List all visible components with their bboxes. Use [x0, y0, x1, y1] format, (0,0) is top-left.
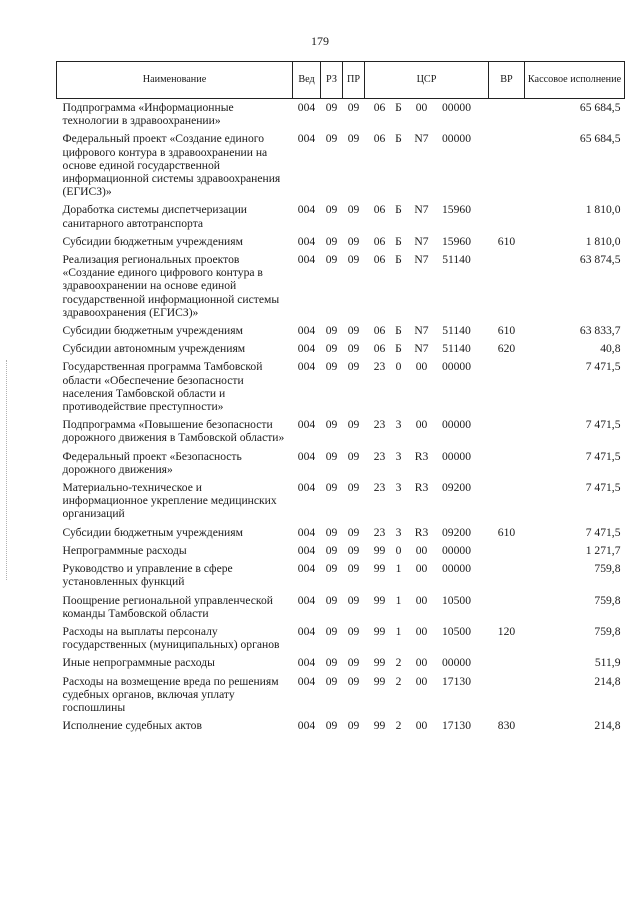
csr-subprogram: 1	[395, 624, 402, 638]
csr-event: R3	[414, 525, 429, 539]
row-amount: 1 271,7	[585, 543, 621, 557]
csr-direction: 10500	[442, 624, 471, 638]
row-vr	[489, 654, 525, 672]
scan-margin-mark	[6, 360, 9, 580]
row-name: Исполнение судебных актов	[62, 719, 202, 733]
row-vr	[489, 358, 525, 416]
row-ved: 004	[297, 234, 316, 248]
csr-event: N7	[414, 203, 429, 217]
csr-program: 99	[373, 674, 386, 688]
row-csr	[365, 623, 489, 654]
row-amount: 214,8	[594, 719, 621, 733]
row-csr	[365, 416, 489, 447]
row-pr: 09	[347, 593, 360, 607]
csr-subprogram: Б	[395, 324, 402, 338]
csr-subprogram: 2	[395, 719, 402, 733]
row-ved: 004	[297, 719, 316, 733]
table-row	[57, 130, 625, 201]
csr-program: 99	[373, 562, 386, 576]
csr-event: 00	[415, 719, 428, 733]
row-name: Руководство и управление в сфере установленных функций	[62, 562, 233, 589]
row-pr: 09	[347, 203, 360, 217]
row-pr: 09	[347, 543, 360, 557]
row-rz: 09	[325, 342, 338, 356]
row-rz: 09	[325, 593, 338, 607]
csr-subprogram: Б	[395, 253, 402, 267]
header-csr: ЦСР	[365, 62, 489, 99]
csr-program: 99	[373, 593, 386, 607]
csr-subprogram: Б	[395, 132, 402, 146]
row-pr: 09	[347, 132, 360, 146]
row-pr: 09	[347, 101, 360, 114]
csr-event: N7	[414, 253, 429, 267]
table-row	[57, 623, 625, 654]
row-name: Государственная программа Тамбовской области «Обеспечение безопасности населения Тамбовской области и противодействие преступности»	[62, 360, 263, 414]
row-ved: 004	[297, 203, 316, 217]
csr-program: 06	[373, 132, 386, 146]
csr-subprogram: 2	[395, 674, 402, 688]
row-rz: 09	[325, 101, 338, 114]
row-name: Подпрограмма «Повышение безопасности дорожного движения в Тамбовской области»	[62, 418, 285, 445]
csr-subprogram: 2	[395, 656, 402, 670]
row-amount: 1 810,0	[585, 203, 621, 217]
row-vr: 610	[497, 324, 516, 338]
row-vr	[489, 560, 525, 591]
csr-event: 00	[415, 624, 428, 638]
row-csr	[365, 251, 489, 322]
row-amount: 7 471,5	[585, 525, 621, 539]
row-name: Федеральный проект «Безопасность дорожного движения»	[62, 449, 242, 476]
row-amount: 63 874,5	[579, 253, 621, 267]
row-amount: 759,8	[594, 624, 621, 638]
header-rz: РЗ	[321, 62, 343, 99]
row-pr: 09	[347, 624, 360, 638]
row-ved: 004	[297, 674, 316, 688]
csr-event: 00	[415, 674, 428, 688]
csr-program: 06	[373, 101, 386, 114]
table-row	[57, 233, 625, 251]
csr-subprogram: Б	[395, 234, 402, 248]
row-amount: 7 471,5	[585, 360, 621, 374]
table-header-row	[57, 62, 625, 99]
row-ved: 004	[297, 562, 316, 576]
row-rz: 09	[325, 481, 338, 495]
csr-program: 99	[373, 656, 386, 670]
row-rz: 09	[325, 418, 338, 432]
csr-direction: 00000	[442, 562, 471, 576]
row-vr	[489, 592, 525, 623]
csr-direction: 15960	[442, 203, 471, 217]
csr-event: 00	[415, 101, 428, 114]
csr-program: 06	[373, 324, 386, 338]
row-pr: 09	[347, 719, 360, 733]
table-row	[57, 340, 625, 358]
csr-direction: 00000	[442, 360, 471, 374]
csr-direction: 10500	[442, 593, 471, 607]
csr-event: N7	[414, 324, 429, 338]
row-amount: 214,8	[594, 674, 621, 688]
row-ved: 004	[297, 543, 316, 557]
row-pr: 09	[347, 253, 360, 267]
table-row	[57, 201, 625, 232]
csr-event: N7	[414, 342, 429, 356]
row-vr: 620	[497, 342, 516, 356]
csr-program: 06	[373, 342, 386, 356]
header-pr: ПР	[343, 62, 365, 99]
row-csr	[365, 717, 489, 735]
csr-subprogram: Б	[395, 203, 402, 217]
table-row	[57, 717, 625, 735]
table-row	[57, 448, 625, 479]
csr-subprogram: 0	[395, 360, 402, 374]
csr-direction: 51140	[442, 253, 471, 267]
row-amount: 511,9	[594, 656, 621, 670]
csr-program: 23	[373, 360, 386, 374]
row-vr	[489, 416, 525, 447]
row-rz: 09	[325, 449, 338, 463]
row-vr: 610	[497, 234, 516, 248]
row-csr	[365, 592, 489, 623]
csr-program: 06	[373, 234, 386, 248]
row-amount: 759,8	[594, 593, 621, 607]
row-pr: 09	[347, 562, 360, 576]
row-pr: 09	[347, 449, 360, 463]
row-pr: 09	[347, 481, 360, 495]
csr-subprogram: 3	[395, 525, 402, 539]
row-csr	[365, 99, 489, 131]
header-ved: Вед	[293, 62, 321, 99]
page-number: 179	[311, 34, 329, 48]
row-ved: 004	[297, 656, 316, 670]
row-ved: 004	[297, 624, 316, 638]
csr-event: 00	[415, 418, 428, 432]
table-row	[57, 654, 625, 672]
csr-program: 06	[373, 203, 386, 217]
table-row	[57, 479, 625, 524]
csr-event: R3	[414, 481, 429, 495]
row-pr: 09	[347, 525, 360, 539]
row-vr	[489, 479, 525, 524]
row-ved: 004	[297, 593, 316, 607]
table-row	[57, 673, 625, 718]
row-ved: 004	[297, 481, 316, 495]
row-vr	[489, 542, 525, 560]
row-rz: 09	[325, 719, 338, 733]
csr-subprogram: 3	[395, 418, 402, 432]
csr-direction: 17130	[442, 674, 471, 688]
csr-program: 23	[373, 481, 386, 495]
row-csr	[365, 479, 489, 524]
row-amount: 65 684,5	[579, 132, 621, 146]
csr-subprogram: Б	[395, 342, 402, 356]
csr-direction: 00000	[442, 101, 471, 114]
row-csr	[365, 233, 489, 251]
row-ved: 004	[297, 342, 316, 356]
row-pr: 09	[347, 656, 360, 670]
row-csr	[365, 340, 489, 358]
csr-direction: 00000	[442, 132, 471, 146]
row-csr	[365, 524, 489, 542]
table-row	[57, 251, 625, 322]
csr-event: R3	[414, 449, 429, 463]
csr-event: N7	[414, 234, 429, 248]
row-amount: 7 471,5	[585, 449, 621, 463]
row-csr	[365, 542, 489, 560]
table-row	[57, 322, 625, 340]
csr-subprogram: 3	[395, 449, 402, 463]
row-vr	[489, 448, 525, 479]
csr-subprogram: 1	[395, 593, 402, 607]
row-name: Субсидии бюджетным учреждениям	[62, 324, 243, 338]
row-pr: 09	[347, 324, 360, 338]
row-vr	[489, 251, 525, 322]
row-ved: 004	[297, 101, 316, 114]
csr-subprogram: 3	[395, 481, 402, 495]
csr-event: 00	[415, 562, 428, 576]
row-pr: 09	[347, 360, 360, 374]
row-csr	[365, 654, 489, 672]
header-name: Наименование	[57, 62, 293, 99]
row-name: Реализация региональных проектов «Создание единого цифрового контура в здравоохранении на основе единой государственной информационной системы здравоохранения (ЕГИСЗ)»	[62, 253, 280, 319]
csr-program: 06	[373, 253, 386, 267]
row-vr	[489, 99, 525, 131]
row-vr	[489, 201, 525, 232]
row-name: Расходы на возмещение вреда по решениям судебных органов, включая уплату госпошлины	[62, 674, 279, 714]
row-csr	[365, 201, 489, 232]
row-name: Доработка системы диспетчеризации санитарного автотранспорта	[62, 203, 247, 230]
row-ved: 004	[297, 324, 316, 338]
row-amount: 7 471,5	[585, 418, 621, 432]
row-rz: 09	[325, 562, 338, 576]
row-vr: 120	[497, 624, 516, 638]
row-rz: 09	[325, 525, 338, 539]
row-pr: 09	[347, 674, 360, 688]
row-rz: 09	[325, 674, 338, 688]
row-name: Субсидии автономным учреждениям	[62, 342, 246, 356]
row-name: Непрограммные расходы	[62, 543, 187, 557]
row-name: Субсидии бюджетным учреждениям	[62, 234, 243, 248]
table-row	[57, 560, 625, 591]
table-row	[57, 592, 625, 623]
csr-subprogram: 1	[395, 562, 402, 576]
row-rz: 09	[325, 624, 338, 638]
row-name: Субсидии бюджетным учреждениям	[62, 525, 243, 539]
row-rz: 09	[325, 132, 338, 146]
csr-direction: 00000	[442, 418, 471, 432]
header-vr: ВР	[489, 62, 525, 99]
row-name: Поощрение региональной управленческой команды Тамбовской области	[62, 593, 273, 620]
row-vr: 610	[497, 525, 516, 539]
row-name: Материально-техническое и информационное укрепление медицинских организаций	[62, 481, 277, 521]
row-vr	[489, 673, 525, 718]
row-rz: 09	[325, 234, 338, 248]
csr-direction: 00000	[442, 449, 471, 463]
row-rz: 09	[325, 656, 338, 670]
csr-direction: 00000	[442, 656, 471, 670]
row-ved: 004	[297, 253, 316, 267]
table-body	[57, 99, 625, 736]
row-ved: 004	[297, 449, 316, 463]
row-name: Федеральный проект «Создание единого цифрового контура в здравоохранении на основе единой государственной информационной системы здравоохранения (ЕГИСЗ)»	[62, 132, 281, 199]
csr-program: 99	[373, 719, 386, 733]
row-amount: 759,8	[594, 562, 621, 576]
row-amount: 65 684,5	[579, 101, 621, 114]
csr-event: N7	[414, 132, 429, 146]
row-vr: 830	[497, 719, 516, 733]
row-amount: 1 810,0	[585, 234, 621, 248]
table-row	[57, 358, 625, 416]
row-pr: 09	[347, 418, 360, 432]
row-rz: 09	[325, 253, 338, 267]
row-csr	[365, 130, 489, 201]
row-amount: 63 833,7	[579, 324, 621, 338]
row-csr	[365, 322, 489, 340]
row-csr	[365, 358, 489, 416]
row-csr	[365, 673, 489, 718]
csr-program: 23	[373, 525, 386, 539]
row-amount: 40,8	[600, 342, 621, 356]
csr-subprogram: Б	[395, 101, 402, 114]
row-csr	[365, 560, 489, 591]
table-row	[57, 542, 625, 560]
csr-subprogram: 0	[395, 543, 402, 557]
csr-event: 00	[415, 360, 428, 374]
row-pr: 09	[347, 342, 360, 356]
row-name: Подпрограмма «Информационные технологии в здравоохранении»	[62, 101, 234, 128]
csr-program: 23	[373, 449, 386, 463]
csr-program: 99	[373, 543, 386, 557]
csr-program: 23	[373, 418, 386, 432]
row-pr: 09	[347, 234, 360, 248]
csr-event: 00	[415, 593, 428, 607]
budget-execution-table	[56, 61, 625, 735]
csr-direction: 17130	[442, 719, 471, 733]
csr-program: 99	[373, 624, 386, 638]
row-name: Иные непрограммные расходы	[62, 656, 215, 670]
table-row	[57, 416, 625, 447]
row-ved: 004	[297, 132, 316, 146]
csr-direction: 51140	[442, 324, 471, 338]
row-ved: 004	[297, 525, 316, 539]
csr-direction: 51140	[442, 342, 471, 356]
table-row	[57, 99, 625, 131]
csr-event: 00	[415, 543, 428, 557]
csr-direction: 00000	[442, 543, 471, 557]
row-amount: 7 471,5	[585, 481, 621, 495]
row-ved: 004	[297, 418, 316, 432]
csr-direction: 09200	[442, 481, 471, 495]
row-csr	[365, 448, 489, 479]
csr-direction: 09200	[442, 525, 471, 539]
csr-event: 00	[415, 656, 428, 670]
header-amount: Кассовое исполнение	[525, 62, 625, 99]
row-rz: 09	[325, 203, 338, 217]
row-rz: 09	[325, 324, 338, 338]
row-rz: 09	[325, 543, 338, 557]
row-vr	[489, 130, 525, 201]
row-rz: 09	[325, 360, 338, 374]
csr-direction: 15960	[442, 234, 471, 248]
table-row	[57, 524, 625, 542]
row-name: Расходы на выплаты персоналу государственных (муниципальных) органов	[62, 624, 280, 652]
row-ved: 004	[297, 360, 316, 374]
